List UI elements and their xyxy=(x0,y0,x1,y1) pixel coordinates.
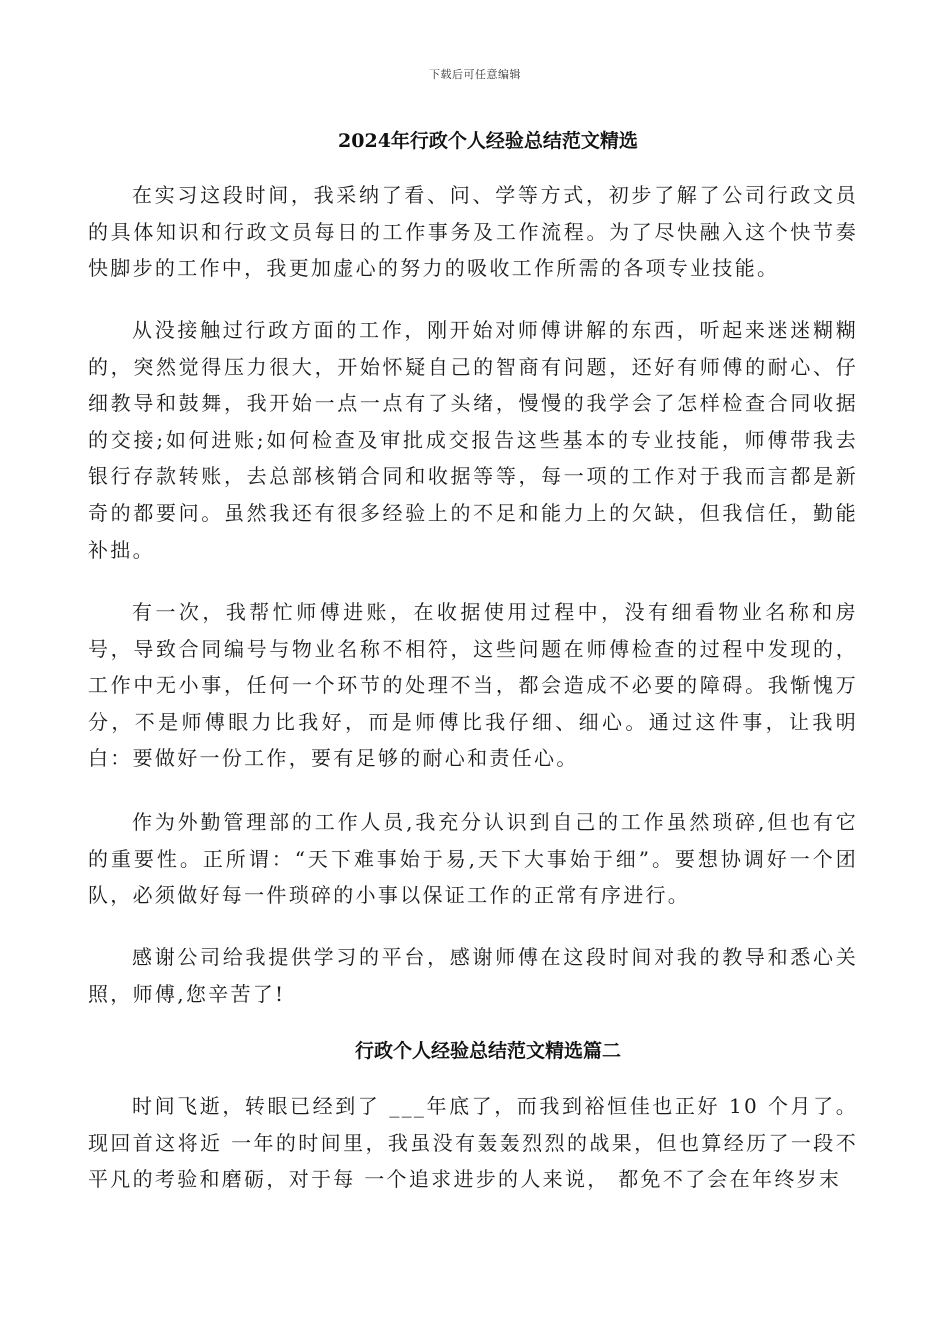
section-two-paragraph-1: 时间飞逝，转眼已经到了 ___年底了，而我到裕恒佳也正好 10 个月了。现回首这将近 一年的时间里，我虽没有轰轰烈烈的战果，但也算经历了一段不平凡的考验和磨砺，对于每 一个追求进步的人来说， 都免不了会在年终岁末 xyxy=(88,1094,858,1192)
paragraph-5: 感谢公司给我提供学习的平台，感谢师傅在这段时间对我的教导和悉心关照，师傅,您辛苦了! xyxy=(88,945,858,1006)
paragraph-4: 作为外勤管理部的工作人员,我充分认识到自己的工作虽然琐碎,但也有它的重要性。正所谓：“天下难事始于易,天下大事始于细”。要想协调好一个团队，必须做好每一件琐碎的小事以保证工作的正常有序进行。 xyxy=(88,810,858,908)
paragraph-2: 从没接触过行政方面的工作，刚开始对师傅讲解的东西，听起来迷迷糊糊的，突然觉得压力很大，开始怀疑自己的智商有问题，还好有师傅的耐心、仔细教导和鼓舞，我开始一点一点有了头绪，慢慢的我学会了怎样检查合同收据的交接;如何进账;如何检查及审批成交报告这些基本的专业技能，师傅带我去银行存款转账，去总部核销合同和收据等等，每一项的工作对于我而言都是新奇的都要问。虽然我还有很多经验上的不足和能力上的欠缺，但我信任，勤能补拙。 xyxy=(88,318,858,562)
paragraph-1: 在实习这段时间，我采纳了看、问、学等方式，初步了解了公司行政文员的具体知识和行政文员每日的工作事务及工作流程。为了尽快融入这个快节奏快脚步的工作中，我更加虚心的努力的吸收工作所需的各项专业技能。 xyxy=(88,183,858,281)
section-two-title: 行政个人经验总结范文精选篇二 xyxy=(354,1040,621,1062)
header-note: 下载后可任意编辑 xyxy=(429,68,521,81)
document-title: 2024年行政个人经验总结范文精选 xyxy=(338,130,638,152)
paragraph-3: 有一次，我帮忙师傅进账，在收据使用过程中，没有细看物业名称和房号，导致合同编号与物业名称不相符，这些问题在师傅检查的过程中发现的，工作中无小事，任何一个环节的处理不当，都会造成不必要的障碍。我惭愧万分，不是师傅眼力比我好，而是师傅比我仔细、细心。通过这件事，让我明白：要做好一份工作，要有足够的耐心和责任心。 xyxy=(88,600,858,771)
